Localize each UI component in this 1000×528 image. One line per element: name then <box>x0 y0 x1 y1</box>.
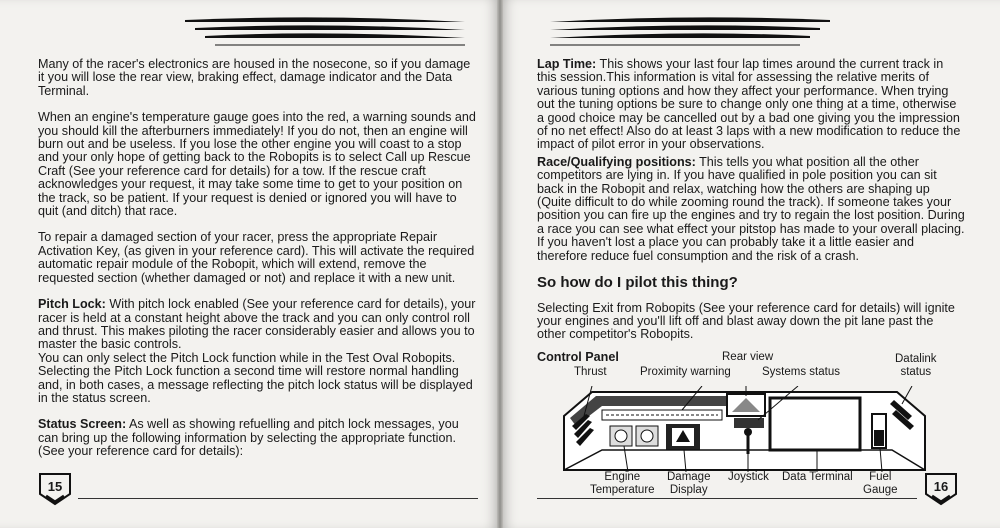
paragraph-engine-temperature: When an engine's temperature gauge goes into the red, a warning sounds and you should kill the afterburners immediately! If you do not, then an engine will burn out and be useless. If you lose the other engine you will coast to a stop and your only hope of getting back to the Robopits is to select Call up Rescue Craft (See your reference card for details) for a tow. If the rescue craft acknowledges your request, it may take some time to get to your position on the track, so be patient. If your request is denied or ignored you will have to quit (and ditch) that race. <box>38 110 476 219</box>
label-engine-1: Engine <box>604 471 641 483</box>
label-datalink-1: Datalink <box>895 353 937 365</box>
race-positions-text: This tells you what position all the other competitors are lying in. If you have qualified in pole position you can sit back in the Robopit and relax, watching how the others are shaping up (Quite difficult to do while zooming round the track). If someone takes your position you can fire up the engines and try to regain the lost position. During a race you can see what effect your pitstop has made to your overall placing. If you haven't lost a place you can probably take it a little easier and therefore reduce fuel consumption and the risk of a crash. <box>537 154 965 263</box>
label-damage-1: Damage <box>667 471 711 483</box>
paragraph-status-screen <box>38 418 478 458</box>
paragraph-pitch-lock-2: You can only select the Pitch Lock function while in the Test Oval Robopits. Selecting the Pitch Lock function a second time will restore normal handling and, in both cases, a message reflecting the pitch lock status will be displayed in the status screen. <box>38 350 473 405</box>
lap-time-text: This shows your last four lap times around the current track in this session.This information is vital for assessing the relative merits of various tuning options and how they affect your performance. When trying out the tuning options be sure to change only one thing at a time, otherwise a good choice may be cancelled out by a bad one giving you the impression of no net effect! Also do at least 3 laps with a new modification to reduce the impact of pilot error in your observations. <box>537 57 961 152</box>
label-fuel-gauge <box>863 471 898 497</box>
label-data-terminal: Data Terminal <box>782 471 853 483</box>
page-number-left: 15 <box>47 479 63 494</box>
status-screen-label: Status Screen: <box>38 417 127 432</box>
lap-time-label: Lap Time: <box>537 57 597 71</box>
paragraph-nosecone: Many of the racer's electronics are housed in the nosecone, so if you damage it you will lose the rear view, braking effect, damage indicator and the Data Terminal. <box>38 57 471 98</box>
paragraph-lap-time <box>537 58 965 152</box>
label-datalink-status <box>895 353 937 379</box>
control-panel-title: Control Panel <box>537 350 619 364</box>
footer-rule-right <box>537 498 917 499</box>
label-thrust: Thrust <box>574 366 607 378</box>
footer-rule-left <box>78 498 478 499</box>
label-fuel-2: Gauge <box>863 484 898 496</box>
label-joystick: Joystick <box>728 471 769 483</box>
label-systems-status: Systems status <box>762 366 840 378</box>
section-heading: So how do I pilot this thing? <box>537 274 738 292</box>
label-damage-2: Display <box>669 484 708 496</box>
label-rear-view: Rear view <box>722 351 774 363</box>
paragraph-race-positions <box>537 156 965 263</box>
status-screen-text: As well as showing refuelling and pitch lock messages, you can bring up the following information by selecting the appropriate function. (See your reference card for details): <box>38 417 459 459</box>
page-gutter <box>497 0 503 528</box>
pitch-lock-label: Pitch Lock: <box>38 297 106 312</box>
page-number-right: 16 <box>933 479 949 494</box>
label-damage-display <box>667 471 710 497</box>
paragraph-repair: To repair a damaged section of your racer, press the appropriate Repair Activation Key, (as given in your reference card). This will activate the required automatic repair module of the Robopit, which will extend, remove the requested section (whether damaged or not) and replace it with a new unit. <box>38 230 475 285</box>
paragraph-pitch-lock <box>38 298 478 352</box>
left-page-text <box>38 58 478 472</box>
label-datalink-2: status <box>900 366 932 378</box>
label-engine-2: Temperature <box>590 484 655 496</box>
page-number-badge-left <box>38 472 72 506</box>
pitch-lock-text: With pitch lock enabled (See your reference card for details), your racer is held at a constant height above the track and you can only control roll and thrust. This makes piloting the racer considerably easier and allows you to master the basic controls. <box>38 297 476 352</box>
damage-display <box>666 424 700 450</box>
systems-status-panel <box>734 418 764 428</box>
label-engine-temperature <box>590 471 655 497</box>
header-swoosh-left <box>175 12 475 52</box>
right-page-text <box>537 58 965 355</box>
race-positions-label: Race/Qualifying positions: <box>537 154 696 169</box>
page-number-badge-right <box>924 472 958 506</box>
fuel-gauge <box>872 414 886 448</box>
control-panel-illustration <box>562 386 927 472</box>
label-proximity-warning: Proximity warning <box>640 366 731 378</box>
label-fuel-1: Fuel <box>869 471 892 483</box>
data-terminal-screen <box>770 398 860 450</box>
paragraph-intro: Selecting Exit from Robopits (See your reference card for details) will ignite your engines and you'll lift off and blast away down the pit lane past the other competitor's Robopits. <box>537 300 955 342</box>
header-swoosh-right <box>540 12 840 52</box>
